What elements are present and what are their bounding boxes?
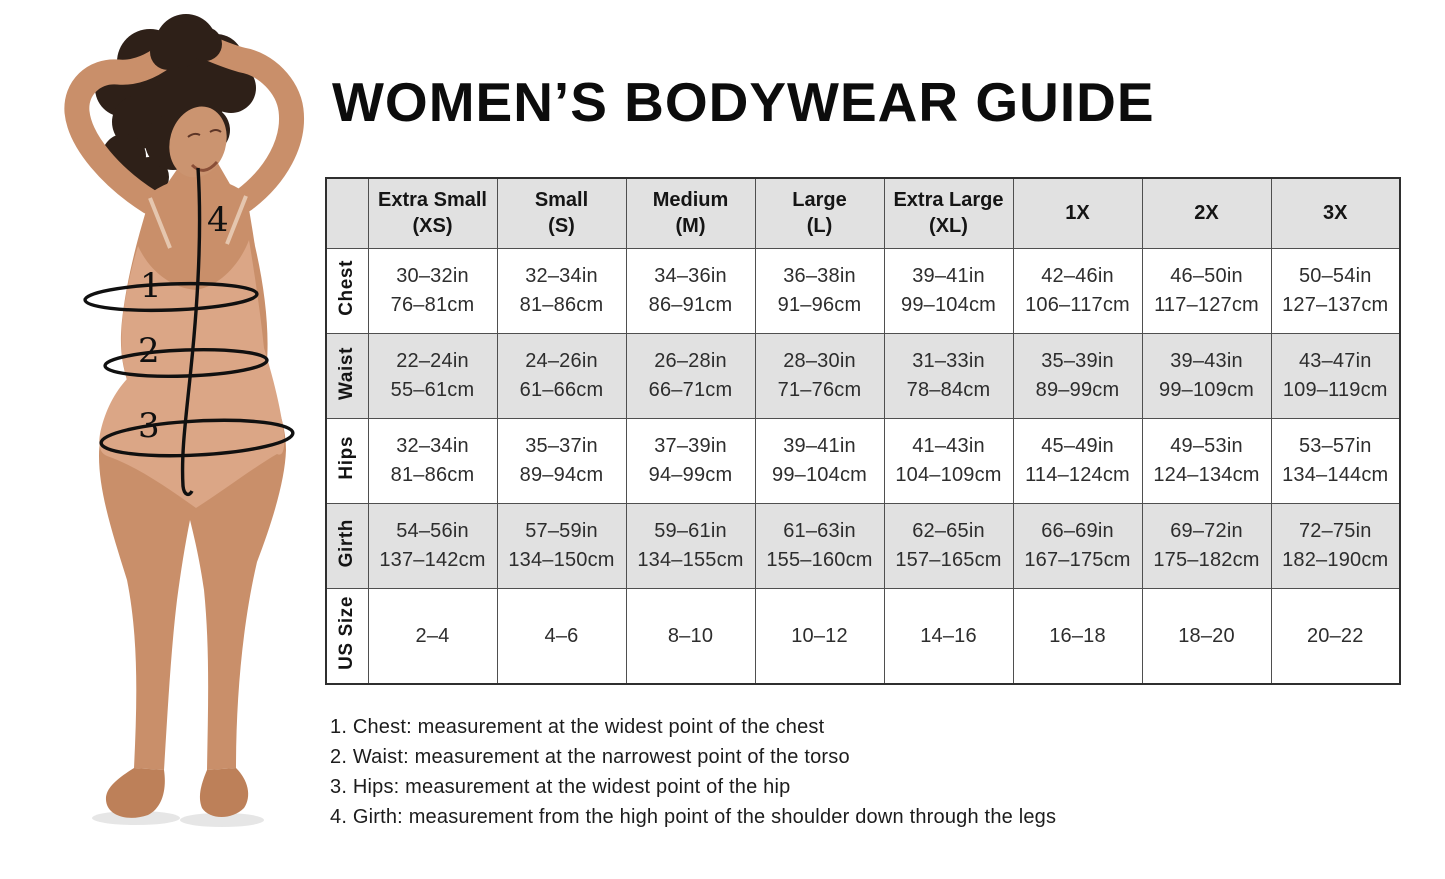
cell-inches: 24–26in: [525, 350, 598, 373]
size-abbr: (XL): [929, 215, 968, 238]
measurement-notes: [330, 716, 1056, 836]
cell-inches: 39–41in: [783, 435, 856, 458]
row-header: [326, 588, 368, 684]
cell-inches: 14–16: [920, 624, 977, 647]
column-header-l: [755, 178, 884, 248]
size-cell: [884, 503, 1013, 588]
size-name: Large: [792, 189, 847, 212]
cell-inches: 4–6: [544, 624, 579, 647]
cell-centimeters: 175–182cm: [1153, 548, 1260, 571]
size-abbr: (S): [548, 215, 575, 238]
cell-inches: 35–39in: [1041, 350, 1114, 373]
size-cell: [1271, 503, 1400, 588]
cell-centimeters: 55–61cm: [390, 378, 475, 401]
cell-inches: 43–47in: [1298, 350, 1372, 373]
size-cell: [1142, 503, 1271, 588]
column-header-xl: [884, 178, 1013, 248]
size-name: Small: [534, 189, 589, 212]
cell-inches: 57–59in: [525, 520, 598, 543]
cell-inches: 62–65in: [912, 520, 985, 543]
table-row-hips: [326, 418, 1400, 503]
column-header-xs: [368, 178, 497, 248]
cell-centimeters: 76–81cm: [390, 293, 475, 316]
size-chart-body: [326, 248, 1400, 684]
cell-centimeters: 99–104cm: [772, 463, 867, 486]
size-cell: [1013, 418, 1142, 503]
footnote-waist: 2. Waist: measurement at the narrowest point of the torso: [330, 746, 850, 768]
size-cell: [497, 248, 626, 333]
cell-inches: 16–18: [1049, 624, 1106, 647]
cell-inches: 45–49in: [1041, 435, 1114, 458]
cell-centimeters: 117–127cm: [1154, 293, 1259, 316]
size-chart-header: [326, 178, 1400, 248]
row-label: Chest: [336, 260, 358, 316]
size-name: Extra Small: [378, 189, 487, 212]
size-cell: [755, 248, 884, 333]
size-cell: [368, 418, 497, 503]
cell-centimeters: 99–104cm: [901, 293, 996, 316]
size-cell: [1013, 503, 1142, 588]
column-header-2x: [1142, 178, 1271, 248]
cell-centimeters: 61–66cm: [519, 378, 604, 401]
cell-inches: 39–41in: [912, 265, 985, 288]
row-label: US Size: [336, 596, 358, 671]
table-row-chest: [326, 248, 1400, 333]
cell-inches: 22–24in: [396, 350, 469, 373]
cell-inches: 20–22: [1306, 624, 1364, 647]
cell-centimeters: 91–96cm: [777, 293, 862, 316]
cell-centimeters: 71–76cm: [777, 378, 862, 401]
cell-inches: 41–43in: [912, 435, 985, 458]
cell-centimeters: 134–144cm: [1282, 463, 1389, 486]
footnote-chest: 1. Chest: measurement at the widest point of the chest: [330, 716, 825, 738]
cell-centimeters: 155–160cm: [766, 548, 873, 571]
cell-centimeters: 106–117cm: [1025, 293, 1130, 316]
footnote-girth: 4. Girth: measurement from the high point of the shoulder down through the legs: [330, 806, 1057, 828]
size-cell: [368, 503, 497, 588]
size-cell: [368, 588, 497, 684]
size-cell: [755, 588, 884, 684]
size-name: Extra Large: [893, 189, 1004, 212]
row-header: [326, 333, 368, 418]
cell-inches: 50–54in: [1298, 265, 1372, 288]
model-shoes: [106, 768, 248, 818]
table-row-waist: [326, 333, 1400, 418]
size-abbr: (XS): [412, 215, 453, 238]
size-name: 3X: [1323, 202, 1348, 225]
size-cell: [1142, 248, 1271, 333]
cell-inches: 8–10: [667, 624, 714, 647]
cell-centimeters: 66–71cm: [648, 378, 733, 401]
size-cell: [497, 333, 626, 418]
marker-label-hips: 3: [138, 406, 160, 446]
column-header-3x: [1271, 178, 1400, 248]
size-cell: [368, 333, 497, 418]
cell-inches: 72–75in: [1298, 520, 1372, 543]
size-cell: [884, 333, 1013, 418]
size-cell: [755, 333, 884, 418]
cell-inches: 18–20: [1178, 624, 1235, 647]
cell-inches: 32–34in: [396, 435, 469, 458]
row-header: [326, 503, 368, 588]
cell-centimeters: 99–109cm: [1159, 378, 1254, 401]
cell-centimeters: 94–99cm: [648, 463, 733, 486]
size-name: Medium: [652, 189, 729, 212]
cell-inches: 46–50in: [1170, 265, 1243, 288]
cell-inches: 54–56in: [396, 520, 469, 543]
page-title: WOMEN’S BODYWEAR GUIDE: [332, 71, 1155, 133]
cell-inches: 39–43in: [1170, 350, 1243, 373]
size-cell: [626, 418, 755, 503]
size-cell: [1013, 248, 1142, 333]
table-row-girth: [326, 503, 1400, 588]
size-cell: [1142, 418, 1271, 503]
size-cell: [1142, 588, 1271, 684]
cell-inches: 69–72in: [1170, 520, 1243, 543]
table-corner-cell: [326, 178, 368, 248]
cell-inches: 32–34in: [525, 265, 598, 288]
size-abbr: (M): [675, 215, 706, 238]
cell-inches: 49–53in: [1170, 435, 1243, 458]
column-header-m: [626, 178, 755, 248]
cell-centimeters: 114–124cm: [1025, 463, 1130, 486]
size-abbr: (L): [806, 215, 833, 238]
cell-inches: 36–38in: [783, 265, 856, 288]
row-label: Waist: [336, 346, 358, 400]
size-cell: [1271, 248, 1400, 333]
size-chart-table: [325, 177, 1401, 685]
size-cell: [884, 588, 1013, 684]
marker-label-girth: 4: [207, 200, 229, 240]
cell-inches: 10–12: [791, 624, 848, 647]
cell-centimeters: 127–137cm: [1282, 293, 1389, 316]
cell-centimeters: 167–175cm: [1024, 548, 1131, 571]
cell-inches: 2–4: [415, 624, 450, 647]
cell-centimeters: 89–99cm: [1035, 378, 1120, 401]
size-cell: [884, 248, 1013, 333]
size-cell: [626, 588, 755, 684]
cell-inches: 35–37in: [525, 435, 598, 458]
cell-centimeters: 104–109cm: [895, 463, 1002, 486]
size-name: 1X: [1065, 202, 1090, 225]
size-cell: [755, 418, 884, 503]
cell-centimeters: 78–84cm: [906, 378, 991, 401]
size-cell: [626, 248, 755, 333]
cell-inches: 28–30in: [783, 350, 856, 373]
cell-inches: 26–28in: [654, 350, 727, 373]
row-header: [326, 418, 368, 503]
marker-label-waist: 2: [138, 331, 160, 371]
cell-centimeters: 89–94cm: [519, 463, 604, 486]
row-label: Hips: [336, 436, 358, 480]
cell-centimeters: 86–91cm: [648, 293, 733, 316]
cell-inches: 31–33in: [912, 350, 985, 373]
column-header-s: [497, 178, 626, 248]
cell-centimeters: 81–86cm: [519, 293, 604, 316]
footnote-hips: 3. Hips: measurement at the widest point of the hip: [330, 776, 791, 798]
row-label: Girth: [336, 518, 358, 568]
cell-inches: 66–69in: [1041, 520, 1114, 543]
cell-centimeters: 137–142cm: [379, 548, 486, 571]
marker-label-chest: 1: [140, 266, 162, 306]
size-cell: [1142, 333, 1271, 418]
column-header-1x: [1013, 178, 1142, 248]
size-cell: [497, 418, 626, 503]
model-photo: [0, 0, 330, 879]
cell-inches: 34–36in: [654, 265, 727, 288]
size-cell: [626, 333, 755, 418]
size-cell: [497, 588, 626, 684]
cell-centimeters: 109–119cm: [1282, 378, 1388, 401]
size-cell: [1271, 418, 1400, 503]
size-cell: [1013, 333, 1142, 418]
row-header: [326, 248, 368, 333]
size-cell: [755, 503, 884, 588]
cell-inches: 37–39in: [654, 435, 727, 458]
size-cell: [497, 503, 626, 588]
cell-inches: 30–32in: [396, 265, 469, 288]
cell-inches: 59–61in: [654, 520, 727, 543]
size-cell: [1013, 588, 1142, 684]
cell-centimeters: 182–190cm: [1282, 548, 1389, 571]
cell-centimeters: 124–134cm: [1153, 463, 1260, 486]
cell-inches: 61–63in: [783, 520, 856, 543]
size-cell: [368, 248, 497, 333]
size-name: 2X: [1194, 202, 1219, 225]
cell-centimeters: 81–86cm: [390, 463, 475, 486]
cell-inches: 53–57in: [1298, 435, 1372, 458]
cell-centimeters: 157–165cm: [895, 548, 1002, 571]
cell-centimeters: 134–150cm: [508, 548, 615, 571]
size-cell: [1271, 333, 1400, 418]
size-cell: [884, 418, 1013, 503]
cell-inches: 42–46in: [1041, 265, 1114, 288]
size-cell: [1271, 588, 1400, 684]
size-cell: [626, 503, 755, 588]
table-row-us-size: [326, 588, 1400, 684]
cell-centimeters: 134–155cm: [637, 548, 744, 571]
